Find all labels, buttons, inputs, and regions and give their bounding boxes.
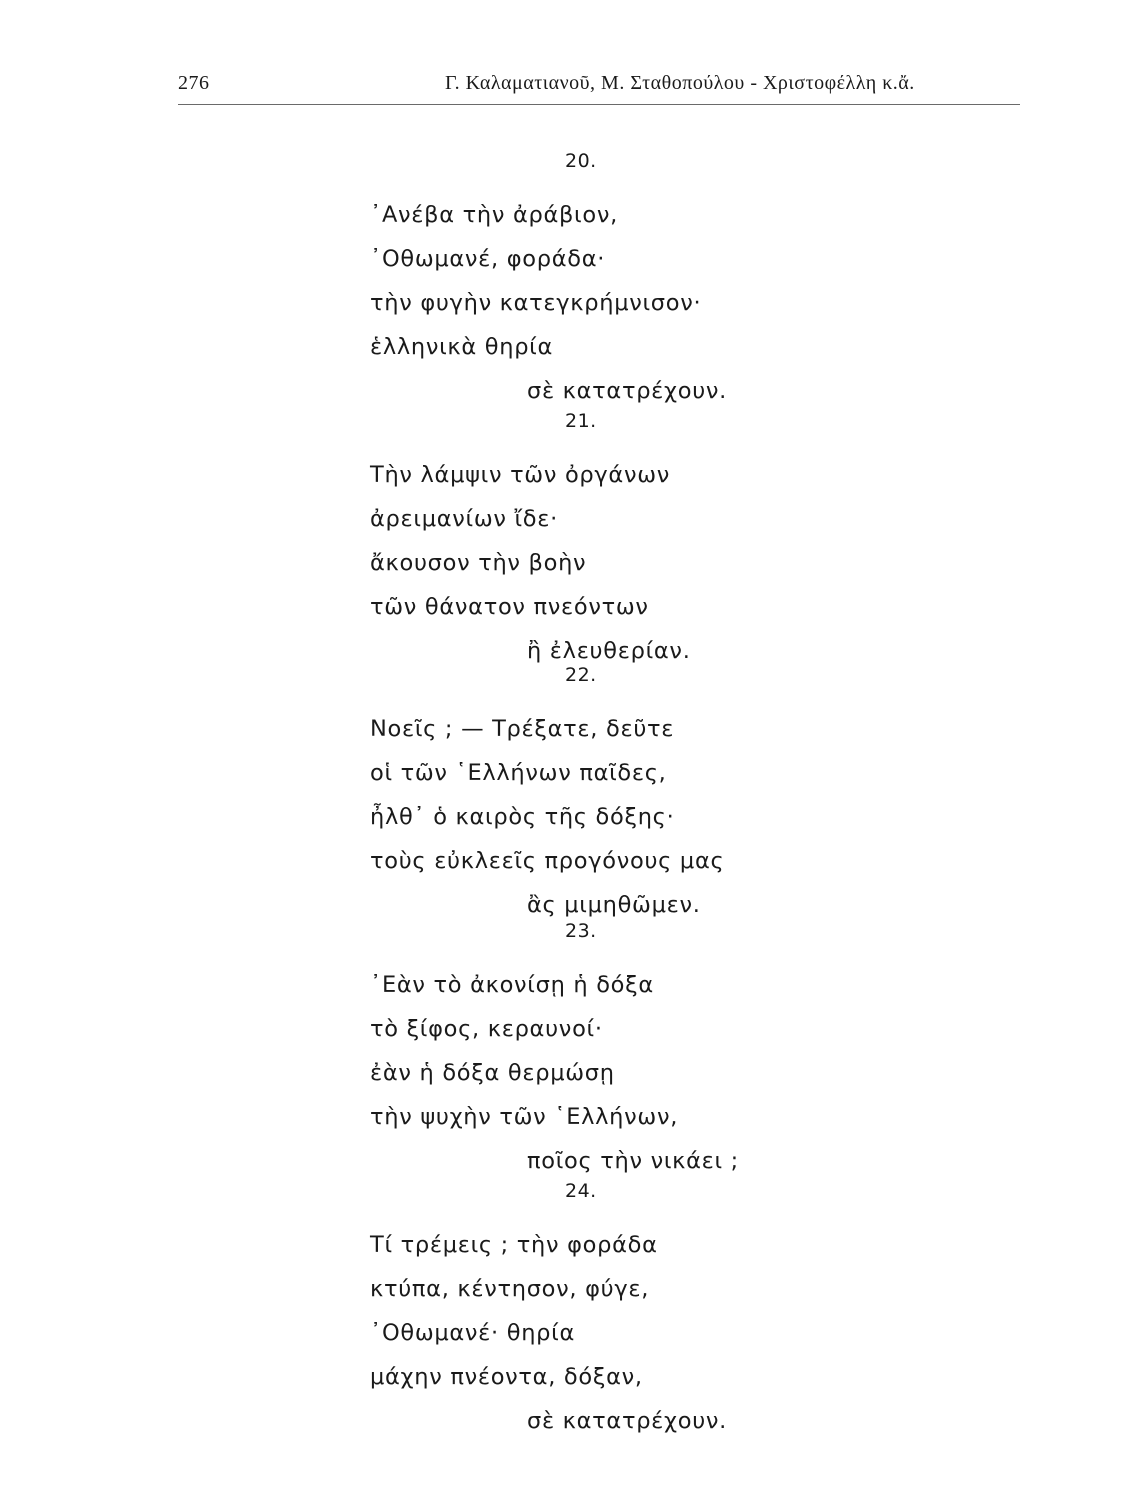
verse-line: ἑλληνικὰ θηρία — [370, 334, 554, 360]
page-header — [178, 72, 1020, 102]
poem-number: 20. — [565, 150, 597, 172]
verse-line-indented: ἢ ἐλευθερίαν. — [527, 638, 691, 664]
verse-line: μάχην πνέοντα, δόξαν, — [370, 1364, 643, 1390]
verse-line-indented: σὲ κατατρέχουν. — [527, 378, 728, 404]
verse-line: τὴν ψυχὴν τῶν ῾Ελλήνων, — [370, 1104, 679, 1130]
verse-line: Νοεῖς ; — Τρέξατε, δεῦτε — [370, 716, 675, 742]
poem-number: 22. — [565, 664, 597, 686]
verse-line: Τὴν λάμψιν τῶν ὀργάνων — [370, 462, 671, 488]
running-head: Γ. Καλαματιανοῦ, Μ. Σταθοπούλου - Χριστοφέλλη κ.ἄ. — [445, 72, 915, 94]
verse-line: τὸ ξίφος, κεραυνοί· — [370, 1016, 603, 1042]
verse-line: ᾿Εὰν τὸ ἀκονίσῃ ἡ δόξα — [370, 972, 654, 998]
verse-line: κτύπα, κέντησον, φύγε, — [370, 1276, 650, 1302]
poem-number: 24. — [565, 1180, 597, 1202]
verse-line-indented: σὲ κατατρέχουν. — [527, 1408, 728, 1434]
verse-line-indented: ἂς μιμηθῶμεν. — [527, 892, 701, 918]
verse-line: τὴν φυγὴν κατεγκρήμνισον· — [370, 290, 702, 316]
verse-line: ἄκουσον τὴν βοὴν — [370, 550, 587, 576]
verse-line: ᾿Οθωμανέ, φοράδα· — [370, 246, 606, 272]
header-rule — [178, 104, 1020, 105]
verse-line: ἦλθ᾿ ὁ καιρὸς τῆς δόξης· — [370, 804, 675, 830]
verse-line: ᾿Οθωμανέ· θηρία — [370, 1320, 576, 1346]
verse-line: τῶν θάνατον πνεόντων — [370, 594, 649, 620]
verse-line: τοὺς εὐκλεεῖς προγόνους μας — [370, 848, 725, 874]
verse-line: οἱ τῶν ῾Ελλήνων παῖδες, — [370, 760, 667, 786]
verse-line-indented: ποῖος τὴν νικάει ; — [527, 1148, 739, 1174]
verse-line: ἐὰν ἡ δόξα θερμώσῃ — [370, 1060, 615, 1086]
page-number: 276 — [178, 72, 210, 94]
poem-number: 21. — [565, 410, 597, 432]
verse-line: ᾿Ανέβα τὴν ἀράβιον, — [370, 202, 618, 228]
verse-line: Τί τρέμεις ; τὴν φοράδα — [370, 1232, 658, 1258]
verse-line: ἀρειμανίων ἴδε· — [370, 506, 558, 532]
poem-number: 23. — [565, 920, 597, 942]
